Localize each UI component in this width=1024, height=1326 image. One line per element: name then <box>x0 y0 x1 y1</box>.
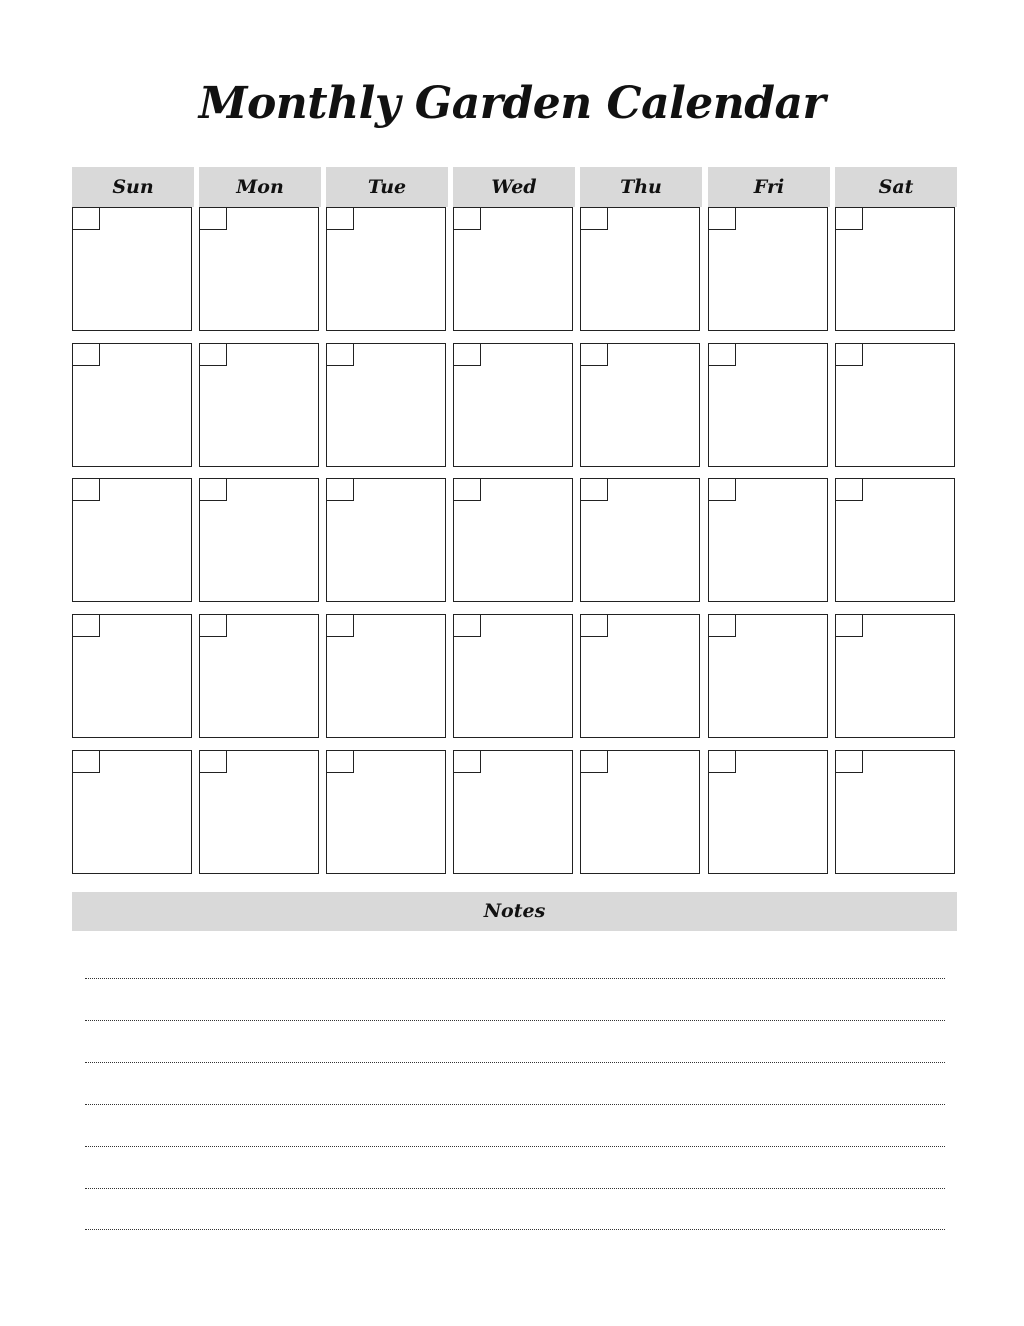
weekday-header-tue: Tue <box>326 167 448 207</box>
date-number-box[interactable] <box>709 615 736 637</box>
date-number-box[interactable] <box>454 344 481 366</box>
date-number-box[interactable] <box>836 751 863 773</box>
day-cell[interactable] <box>199 343 319 467</box>
day-cell[interactable] <box>835 343 955 467</box>
day-cell[interactable] <box>453 343 573 467</box>
day-cell[interactable] <box>72 614 192 738</box>
day-cell[interactable] <box>72 343 192 467</box>
date-number-box[interactable] <box>327 479 354 501</box>
day-cell[interactable] <box>199 614 319 738</box>
date-number-box[interactable] <box>581 751 608 773</box>
day-cell[interactable] <box>453 478 573 602</box>
day-cell[interactable] <box>326 207 446 331</box>
note-line[interactable] <box>85 1188 945 1189</box>
date-number-box[interactable] <box>200 751 227 773</box>
date-number-box[interactable] <box>709 751 736 773</box>
weekday-header-thu: Thu <box>580 167 702 207</box>
day-cell[interactable] <box>326 750 446 874</box>
day-cell[interactable] <box>326 343 446 467</box>
day-cell[interactable] <box>326 478 446 602</box>
day-cell[interactable] <box>708 207 828 331</box>
day-cell[interactable] <box>453 750 573 874</box>
note-line[interactable] <box>85 1062 945 1063</box>
day-cell[interactable] <box>835 614 955 738</box>
day-cell[interactable] <box>708 614 828 738</box>
date-number-box[interactable] <box>581 208 608 230</box>
day-cell[interactable] <box>580 343 700 467</box>
day-cell[interactable] <box>708 343 828 467</box>
day-cell[interactable] <box>580 478 700 602</box>
date-number-box[interactable] <box>73 479 100 501</box>
weekday-header-fri: Fri <box>708 167 830 207</box>
date-number-box[interactable] <box>836 344 863 366</box>
date-number-box[interactable] <box>200 208 227 230</box>
date-number-box[interactable] <box>327 208 354 230</box>
day-cell[interactable] <box>72 750 192 874</box>
day-cell[interactable] <box>199 750 319 874</box>
note-line[interactable] <box>85 1020 945 1021</box>
date-number-box[interactable] <box>73 208 100 230</box>
day-cell[interactable] <box>580 207 700 331</box>
day-cell[interactable] <box>835 207 955 331</box>
note-line[interactable] <box>85 1146 945 1147</box>
day-cell[interactable] <box>580 614 700 738</box>
date-number-box[interactable] <box>327 344 354 366</box>
day-cell[interactable] <box>199 207 319 331</box>
day-cell[interactable] <box>580 750 700 874</box>
note-line[interactable] <box>85 978 945 979</box>
date-number-box[interactable] <box>454 479 481 501</box>
day-cell[interactable] <box>72 478 192 602</box>
note-line[interactable] <box>85 1104 945 1105</box>
date-number-box[interactable] <box>454 208 481 230</box>
day-cell[interactable] <box>708 750 828 874</box>
date-number-box[interactable] <box>709 344 736 366</box>
day-cell[interactable] <box>835 750 955 874</box>
date-number-box[interactable] <box>836 208 863 230</box>
weekday-header-sun: Sun <box>72 167 194 207</box>
date-number-box[interactable] <box>836 615 863 637</box>
date-number-box[interactable] <box>73 751 100 773</box>
day-cell[interactable] <box>453 207 573 331</box>
day-cell[interactable] <box>326 614 446 738</box>
date-number-box[interactable] <box>581 479 608 501</box>
date-number-box[interactable] <box>454 751 481 773</box>
weekday-header-sat: Sat <box>835 167 957 207</box>
day-cell[interactable] <box>199 478 319 602</box>
date-number-box[interactable] <box>73 615 100 637</box>
date-number-box[interactable] <box>581 615 608 637</box>
date-number-box[interactable] <box>836 479 863 501</box>
date-number-box[interactable] <box>709 208 736 230</box>
day-cell[interactable] <box>708 478 828 602</box>
date-number-box[interactable] <box>73 344 100 366</box>
date-number-box[interactable] <box>709 479 736 501</box>
date-number-box[interactable] <box>327 615 354 637</box>
note-line[interactable] <box>85 1229 945 1230</box>
date-number-box[interactable] <box>581 344 608 366</box>
date-number-box[interactable] <box>200 615 227 637</box>
weekday-header-mon: Mon <box>199 167 321 207</box>
day-cell[interactable] <box>835 478 955 602</box>
date-number-box[interactable] <box>200 479 227 501</box>
weekday-header-wed: Wed <box>453 167 575 207</box>
date-number-box[interactable] <box>327 751 354 773</box>
day-cell[interactable] <box>72 207 192 331</box>
notes-header: Notes <box>72 892 957 931</box>
day-cell[interactable] <box>453 614 573 738</box>
date-number-box[interactable] <box>200 344 227 366</box>
date-number-box[interactable] <box>454 615 481 637</box>
page-title: Monthly Garden Calendar <box>198 78 826 129</box>
